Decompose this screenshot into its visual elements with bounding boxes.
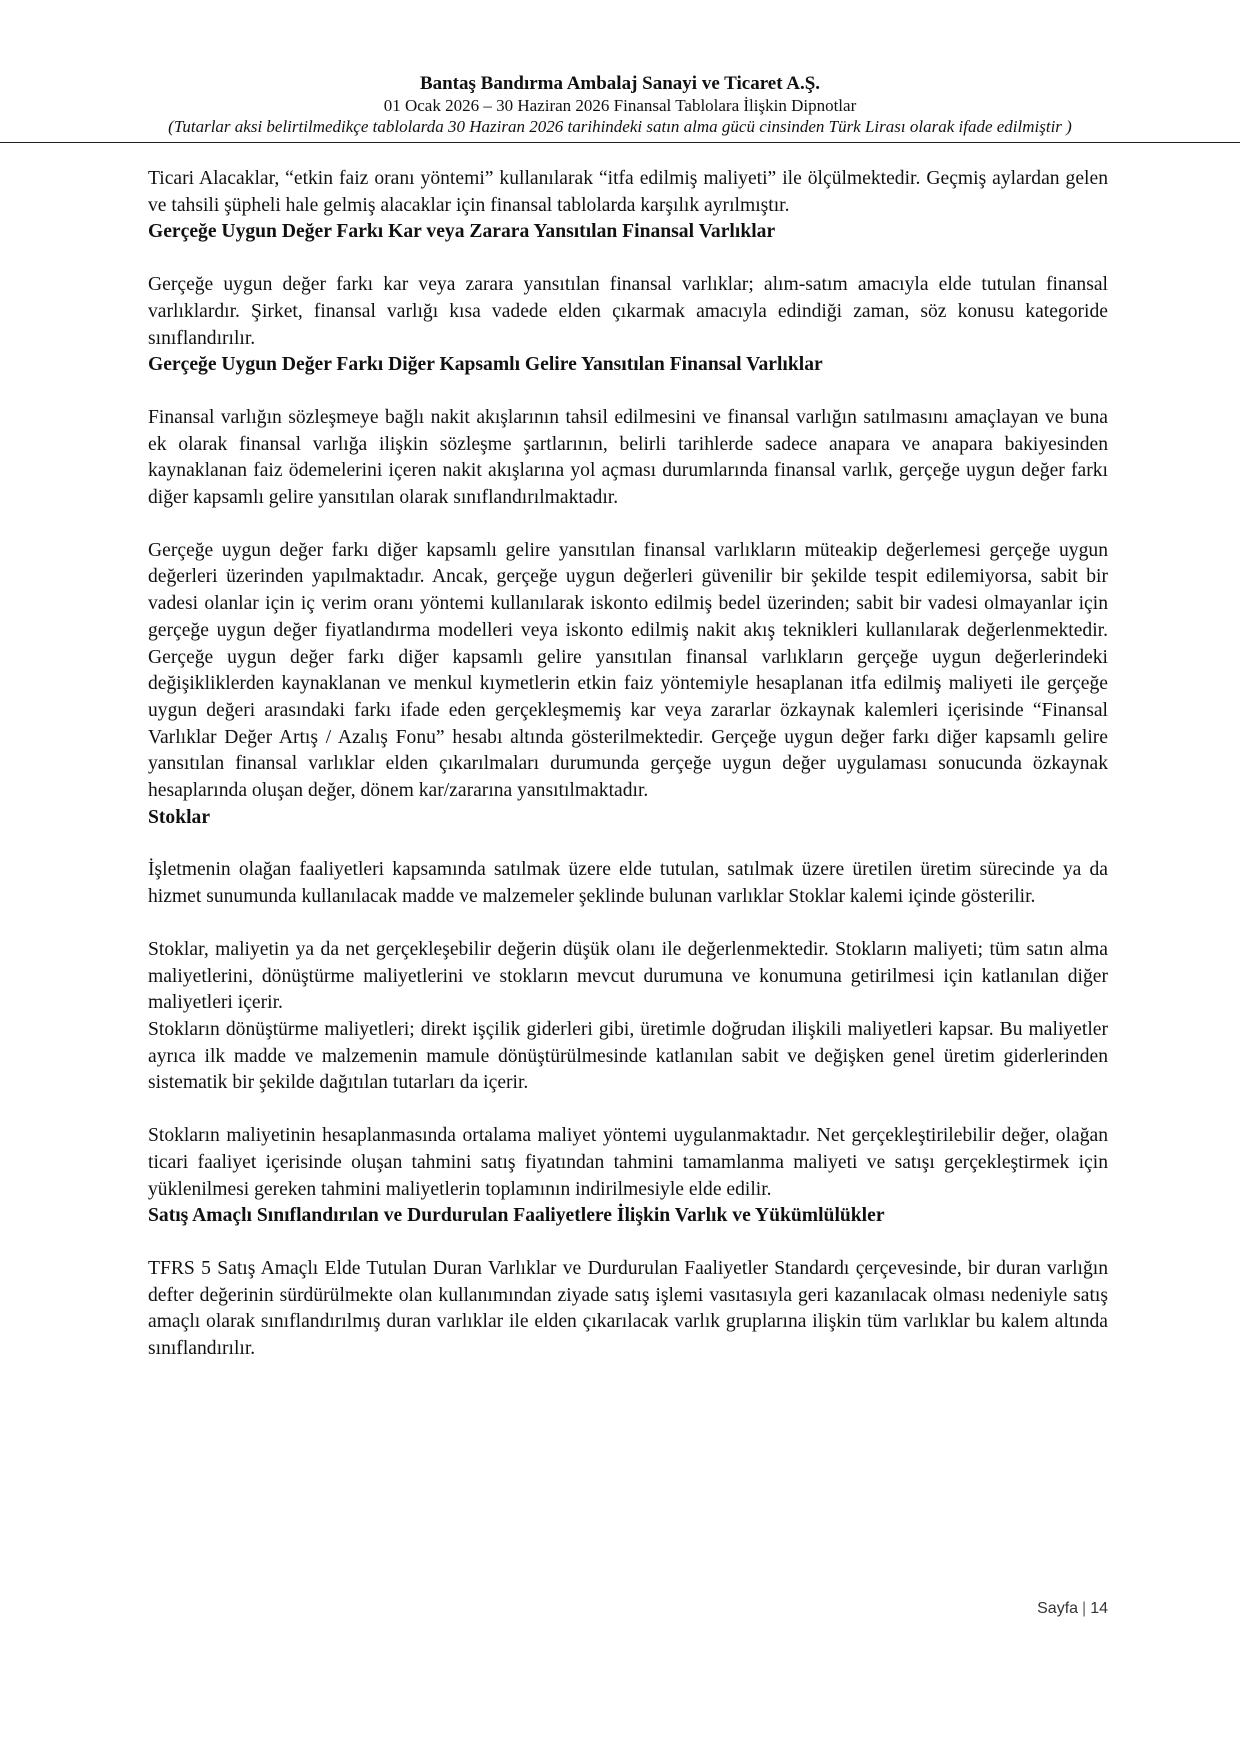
paragraph-trade-receivables: Ticari Alacaklar, “etkin faiz oranı yöntemi” kullanılarak “itfa edilmiş maliyeti” ile ölçülmektedir. Geçmiş aylardan gelen ve tahsili şüpheli hale gelmiş alacaklar için finansal tablolarda karşılık ayrılmıştır. bbox=[148, 168, 1108, 216]
header-divider bbox=[0, 142, 1240, 143]
paragraph-inventories-cost-method: Stokların maliyetinin hesaplanmasında ortalama maliyet yöntemi uygulanmaktadır. Net gerçekleştirilebilir değer, olağan ticari faaliyet içerisinde oluşan tahmini satış fiyatından tahmini tamamlanma maliyeti ve satışı gerçekleştirmek için yüklenilmesi gereken tahmini maliyetlerin toplamının indirilmesiyle elde edilir. bbox=[148, 1125, 1108, 1200]
page-footer bbox=[1037, 1600, 1108, 1618]
paragraph-inventories-definition: İşletmenin olağan faaliyetleri kapsamında satılmak üzere elde tutulan, satılmak üzere üretilen üretim sürecinde ya da hizmet sunumunda kullanılacak madde ve malzemeler şeklinde bulunan varlıklar Stoklar kalemi içinde gösterilir. bbox=[148, 859, 1108, 908]
page-separator: | bbox=[1082, 1600, 1087, 1617]
report-subtitle: 01 Ocak 2026 – 30 Haziran 2026 Finansal Tablolara İlişkin Dipnotlar bbox=[383, 96, 857, 115]
paragraph-fvoci-classification: Finansal varlığın sözleşmeye bağlı nakit akışlarının tahsil edilmesini ve finansal varlığın satılmasını amaçlayan ve buna ek olarak finansal varlığa ilişkin sözleşme şartlarının, belirli tarihlerde sadece anapara ve anapara bakiyesinden kaynaklanan faiz ödemelerini içeren nakit akışlarına yol açması durumlarında finansal varlık, gerçeğe uygun değer farkı diğer kapsamlı gelire yansıtılan olarak sınıflandırılmaktadır. bbox=[148, 406, 1108, 509]
paragraph-held-for-sale: TFRS 5 Satış Amaçlı Elde Tutulan Duran Varlıklar ve Durdurulan Faaliyetler Standardı çerçevesinde, bir duran varlığın defter değerinin sürdürülmekte olan kullanımından ziyade satış işlemi vasıtasıyla geri kazanılacak olması nedeniyle satış amaçlı olarak sınıflandırılmış duran varlıklar ile elden çıkarılacak varlık gruplarına ilişkin tüm varlıklar bu kalem altında sınıflandırılır. bbox=[148, 1257, 1108, 1360]
section-heading-fvtpl: Gerçeğe Uygun Değer Farkı Kar veya Zarara Yansıtılan Finansal Varlıklar bbox=[148, 221, 776, 243]
page-header bbox=[0, 73, 1240, 137]
paragraph-fvoci-measurement: Gerçeğe uygun değer farkı diğer kapsamlı gelire yansıtılan finansal varlıkların müteakip değerlemesi gerçeğe uygun değerleri üzerinden yapılmaktadır. Ancak, gerçeğe uygun değerleri güvenilir bir şekilde tespit edilemiyorsa, sabit bir vadesi olanlar için iç verim oranı yöntemi kullanılarak iskonto edilmiş bedel üzerinden; sabit bir vadesi olmayanlar için gerçeğe uygun değer fiyatlandırma modelleri veya iskonto edilmiş nakit akış teknikleri kullanılarak değerlenmektedir. Gerçeğe uygun değer farkı diğer kapsamlı gelire yansıtılan finansal varlıkların gerçeğe uygun değerlerindeki değişikliklerden kaynaklanan ve menkul kıymetlerin etkin faiz yöntemiyle hesaplanan itfa edilmiş maliyeti ile gerçeğe uygun değeri arasındaki farkı ifade eden gerçekleşmemiş kar veya zararlar özkaynak kalemleri içerisinde “Finansal Varlıklar Değer Artış / Azalış Fonu” hesabı altında gösterilmektedir. Gerçeğe uygun değer farkı diğer kapsamlı gelire yansıtılan finansal varlıklar elden çıkarılmaları durumunda gerçeğe uygun değer uygulaması sonucunda özkaynak hesaplarında oluşan değer, dönem kar/zararına yansıtılmaktadır. bbox=[148, 539, 1108, 802]
paragraph-inventories-valuation: Stoklar, maliyetin ya da net gerçekleşebilir değerin düşük olanı ile değerlenmektedir. Stokların maliyeti; tüm satın alma maliyetlerini, dönüştürme maliyetlerini ve stokların mevcut durumuna ve konumuna getirilmesi için katlanılan diğer maliyetleri içerir. bbox=[148, 938, 1108, 1014]
paragraph-inventories-conversion-costs: Stokların dönüştürme maliyetleri; direkt işçilik giderleri gibi, üretimle doğrudan ilişkili maliyetleri kapsar. Bu maliyetler ayrıca ilk madde ve malzemenin mamule dönüştürülmesinde katlanılan sabit ve değişken genel üretim giderlerinden sistematik bir şekilde dağıtılan tutarları da içerir. bbox=[148, 1018, 1108, 1094]
section-heading-inventories: Stoklar bbox=[148, 806, 211, 828]
section-heading-held-for-sale: Satış Amaçlı Sınıflandırılan ve Durdurulan Faaliyetlere İlişkin Varlık ve Yükümlülükler bbox=[148, 1205, 885, 1227]
page-number: 14 bbox=[1090, 1600, 1108, 1617]
page-label: Sayfa bbox=[1037, 1600, 1079, 1617]
currency-note: (Tutarlar aksi belirtilmedikçe tablolarda 30 Haziran 2026 tarihindeki satın alma gücü cinsinden Türk Lirası olarak ifade edilmiştir ) bbox=[168, 117, 1072, 136]
paragraph-fvtpl: Gerçeğe uygun değer farkı kar veya zarara yansıtılan finansal varlıklar; alım-satım amacıyla elde tutulan finansal varlıklardır. Şirket, finansal varlığı kısa vadede elden çıkarmak amacıyla edindiği zaman, söz konusu kategoride sınıflandırılır. bbox=[148, 274, 1108, 349]
section-heading-fvoci: Gerçeğe Uygun Değer Farkı Diğer Kapsamlı Gelire Yansıtılan Finansal Varlıklar bbox=[148, 354, 823, 376]
document-body bbox=[148, 166, 1108, 1363]
company-name: Bantaş Bandırma Ambalaj Sanayi ve Ticaret A.Ş. bbox=[419, 73, 821, 94]
